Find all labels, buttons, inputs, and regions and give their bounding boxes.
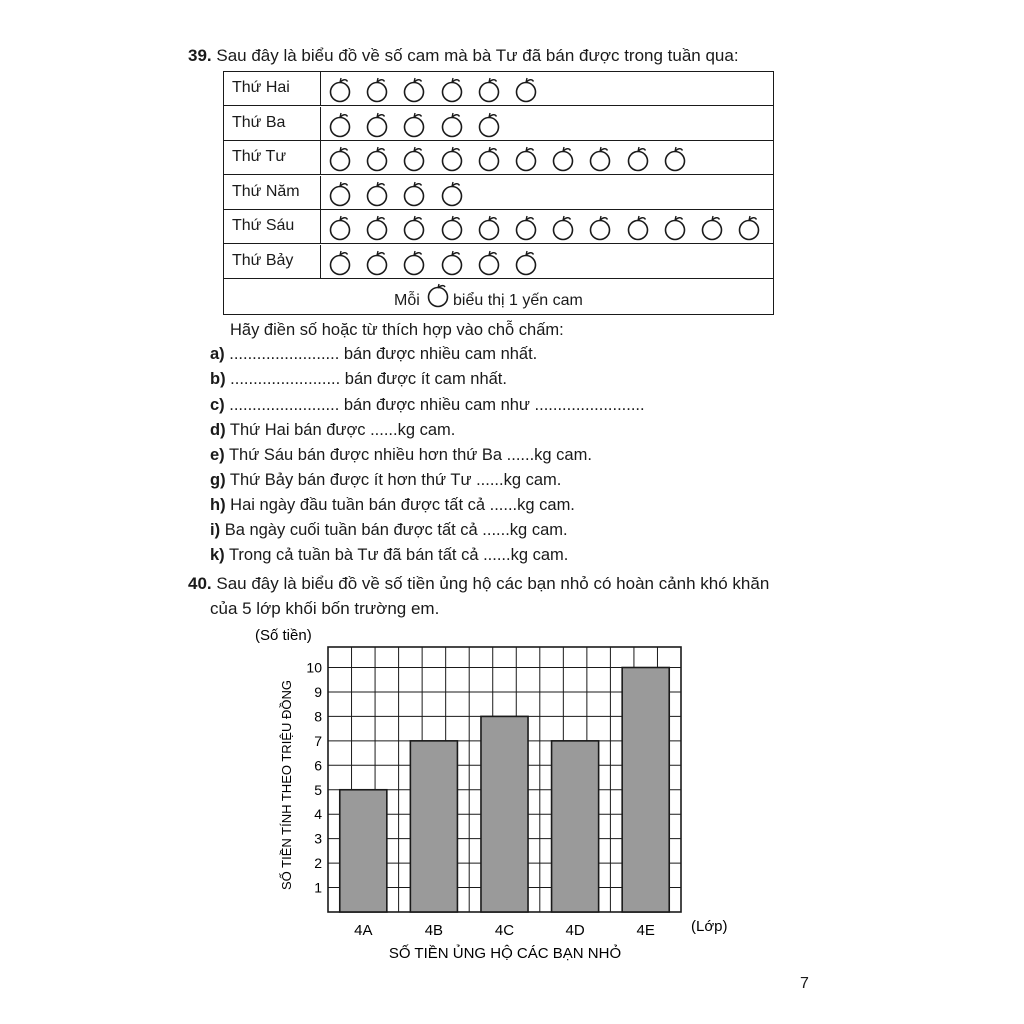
question-item <box>210 396 645 415</box>
question-label: b) <box>210 370 226 388</box>
orange-icon <box>626 145 650 172</box>
orange-icon <box>365 214 389 241</box>
orange-icon <box>365 180 389 207</box>
orange-icon <box>365 76 389 103</box>
orange-icon <box>328 76 352 103</box>
x-tick-label: 4B <box>424 922 444 939</box>
orange-icon <box>365 111 389 138</box>
question-text: Thứ Sáu bán được nhiều hơn thứ Ba ......kg cam. <box>228 446 592 464</box>
question-item <box>210 521 568 540</box>
orange-icon <box>663 214 687 241</box>
question-text: Thứ Bảy bán được ít hơn thứ Tư ......kg cam. <box>229 471 562 489</box>
question-text: Trong cả tuần bà Tư đã bán tất cả ......kg cam. <box>228 546 569 564</box>
exercise-39-text: Sau đây là biểu đồ về số cam mà bà Tư đã bán được trong tuần qua: <box>216 46 739 65</box>
bar-4d <box>552 741 599 912</box>
y-tick-label: 7 <box>314 732 322 749</box>
orange-icon <box>700 214 724 241</box>
orange-icon <box>365 145 389 172</box>
exercise-40-number: 40. <box>188 574 212 593</box>
orange-icon <box>477 111 501 138</box>
orange-icon <box>477 145 501 172</box>
orange-icon <box>477 249 501 276</box>
x-tick-label: 4D <box>565 922 585 939</box>
pictograph-row <box>224 141 773 175</box>
question-label: g) <box>210 471 226 489</box>
exercise-39-title <box>188 46 739 66</box>
question-text: ........................ bán được ít cam nhất. <box>230 370 507 388</box>
orange-icon <box>588 214 612 241</box>
exercise-39-number: 39. <box>188 46 212 65</box>
y-tick-label: 5 <box>314 781 322 798</box>
orange-icon <box>402 76 426 103</box>
orange-icon <box>426 282 450 308</box>
question-label: d) <box>210 421 226 439</box>
orange-icon <box>402 249 426 276</box>
question-label: k) <box>210 546 225 564</box>
y-tick-label: 4 <box>314 806 322 823</box>
legend-text-before: Mỗi <box>394 292 420 309</box>
exercise-40-text-line1: Sau đây là biểu đồ về số tiền ủng hộ các bạn nhỏ có hoàn cảnh khó khăn <box>216 574 770 593</box>
pictograph-row <box>224 210 773 244</box>
orange-icon <box>663 145 687 172</box>
orange-icon <box>328 249 352 276</box>
pictograph-day-label: Thứ Sáu <box>224 210 321 243</box>
question-item <box>210 471 561 490</box>
exercise-40-title-line2: của 5 lớp khối bốn trường em. <box>210 599 440 618</box>
orange-icon <box>514 214 538 241</box>
orange-icon <box>365 249 389 276</box>
orange-pictograph-table <box>223 71 774 315</box>
x-tick-label: 4C <box>494 922 515 939</box>
pictograph-row <box>224 245 773 279</box>
x-axis-title: SỐ TIỀN ỦNG HỘ CÁC BẠN NHỎ <box>388 945 622 962</box>
pictograph-day-label: Thứ Tư <box>224 141 321 174</box>
pictograph-day-label: Thứ Năm <box>224 176 321 209</box>
question-item <box>210 546 568 565</box>
orange-icon <box>440 214 464 241</box>
pictograph-day-label: Thứ Hai <box>224 72 321 105</box>
y-axis-title: SỐ TIỀN TÍNH THEO TRIỆU ĐỒNG <box>279 680 294 890</box>
orange-icon <box>328 214 352 241</box>
pictograph-legend <box>224 278 773 314</box>
y-tick-label: 2 <box>314 855 322 872</box>
orange-icon <box>477 76 501 103</box>
donation-bar-chart <box>255 625 750 965</box>
exercise-39-instruction: Hãy điền số hoặc từ thích hợp vào chỗ chấm: <box>230 321 564 339</box>
orange-icon <box>328 180 352 207</box>
question-text: Thứ Hai bán được ......kg cam. <box>229 421 456 439</box>
y-tick-label: 9 <box>314 683 322 700</box>
orange-icon <box>626 214 650 241</box>
question-item <box>210 421 455 440</box>
y-axis-unit-label: (Số tiền) <box>255 627 312 644</box>
page-number: 7 <box>800 975 809 992</box>
question-text: ........................ bán được nhiều cam như ........................ <box>229 396 645 414</box>
question-label: h) <box>210 496 226 514</box>
question-label: a) <box>210 345 225 363</box>
orange-icon <box>440 249 464 276</box>
y-tick-label: 10 <box>306 659 322 676</box>
orange-icon <box>588 145 612 172</box>
x-tick-label: 4E <box>636 922 655 939</box>
pictograph-row <box>224 107 773 141</box>
question-text: ........................ bán được nhiều cam nhất. <box>229 345 538 363</box>
question-label: i) <box>210 521 221 539</box>
pictograph-row <box>224 72 773 106</box>
question-label: c) <box>210 396 225 414</box>
question-item <box>210 496 575 515</box>
orange-icon <box>402 214 426 241</box>
bar-4c <box>481 716 528 912</box>
y-tick-labels <box>306 660 322 896</box>
orange-icon <box>477 214 501 241</box>
pictograph-day-label: Thứ Bảy <box>224 245 321 278</box>
bar-4b <box>410 741 457 912</box>
orange-icon <box>514 76 538 103</box>
y-tick-label: 3 <box>314 830 322 847</box>
exercise-40-title <box>188 574 769 594</box>
orange-icon <box>440 180 464 207</box>
orange-icon <box>551 214 575 241</box>
orange-icon <box>440 111 464 138</box>
y-tick-label: 6 <box>314 757 322 774</box>
x-tick-label: 4A <box>354 922 373 939</box>
pictograph-day-label: Thứ Ba <box>224 107 321 140</box>
question-item <box>210 370 507 389</box>
y-tick-label: 1 <box>314 879 322 896</box>
bar-4e <box>622 668 669 913</box>
orange-icon <box>551 145 575 172</box>
x-axis-unit-label: (Lớp) <box>691 918 728 935</box>
y-tick-label: 8 <box>314 708 322 725</box>
question-item <box>210 345 537 364</box>
x-tick-labels <box>354 922 655 939</box>
orange-icon <box>514 249 538 276</box>
orange-icon <box>737 214 761 241</box>
bar-4a <box>340 790 387 912</box>
legend-text-after: biểu thị 1 yến cam <box>453 292 583 309</box>
orange-icon <box>514 145 538 172</box>
orange-icon <box>402 145 426 172</box>
question-label: e) <box>210 446 225 464</box>
question-item <box>210 446 592 465</box>
orange-icon <box>328 111 352 138</box>
orange-icon <box>328 145 352 172</box>
pictograph-row <box>224 176 773 210</box>
orange-icon <box>440 145 464 172</box>
question-text: Hai ngày đầu tuần bán được tất cả ......kg cam. <box>230 496 575 514</box>
orange-icon <box>402 111 426 138</box>
question-text: Ba ngày cuối tuần bán được tất cả ......kg cam. <box>224 521 568 539</box>
orange-icon <box>402 180 426 207</box>
orange-icon <box>440 76 464 103</box>
